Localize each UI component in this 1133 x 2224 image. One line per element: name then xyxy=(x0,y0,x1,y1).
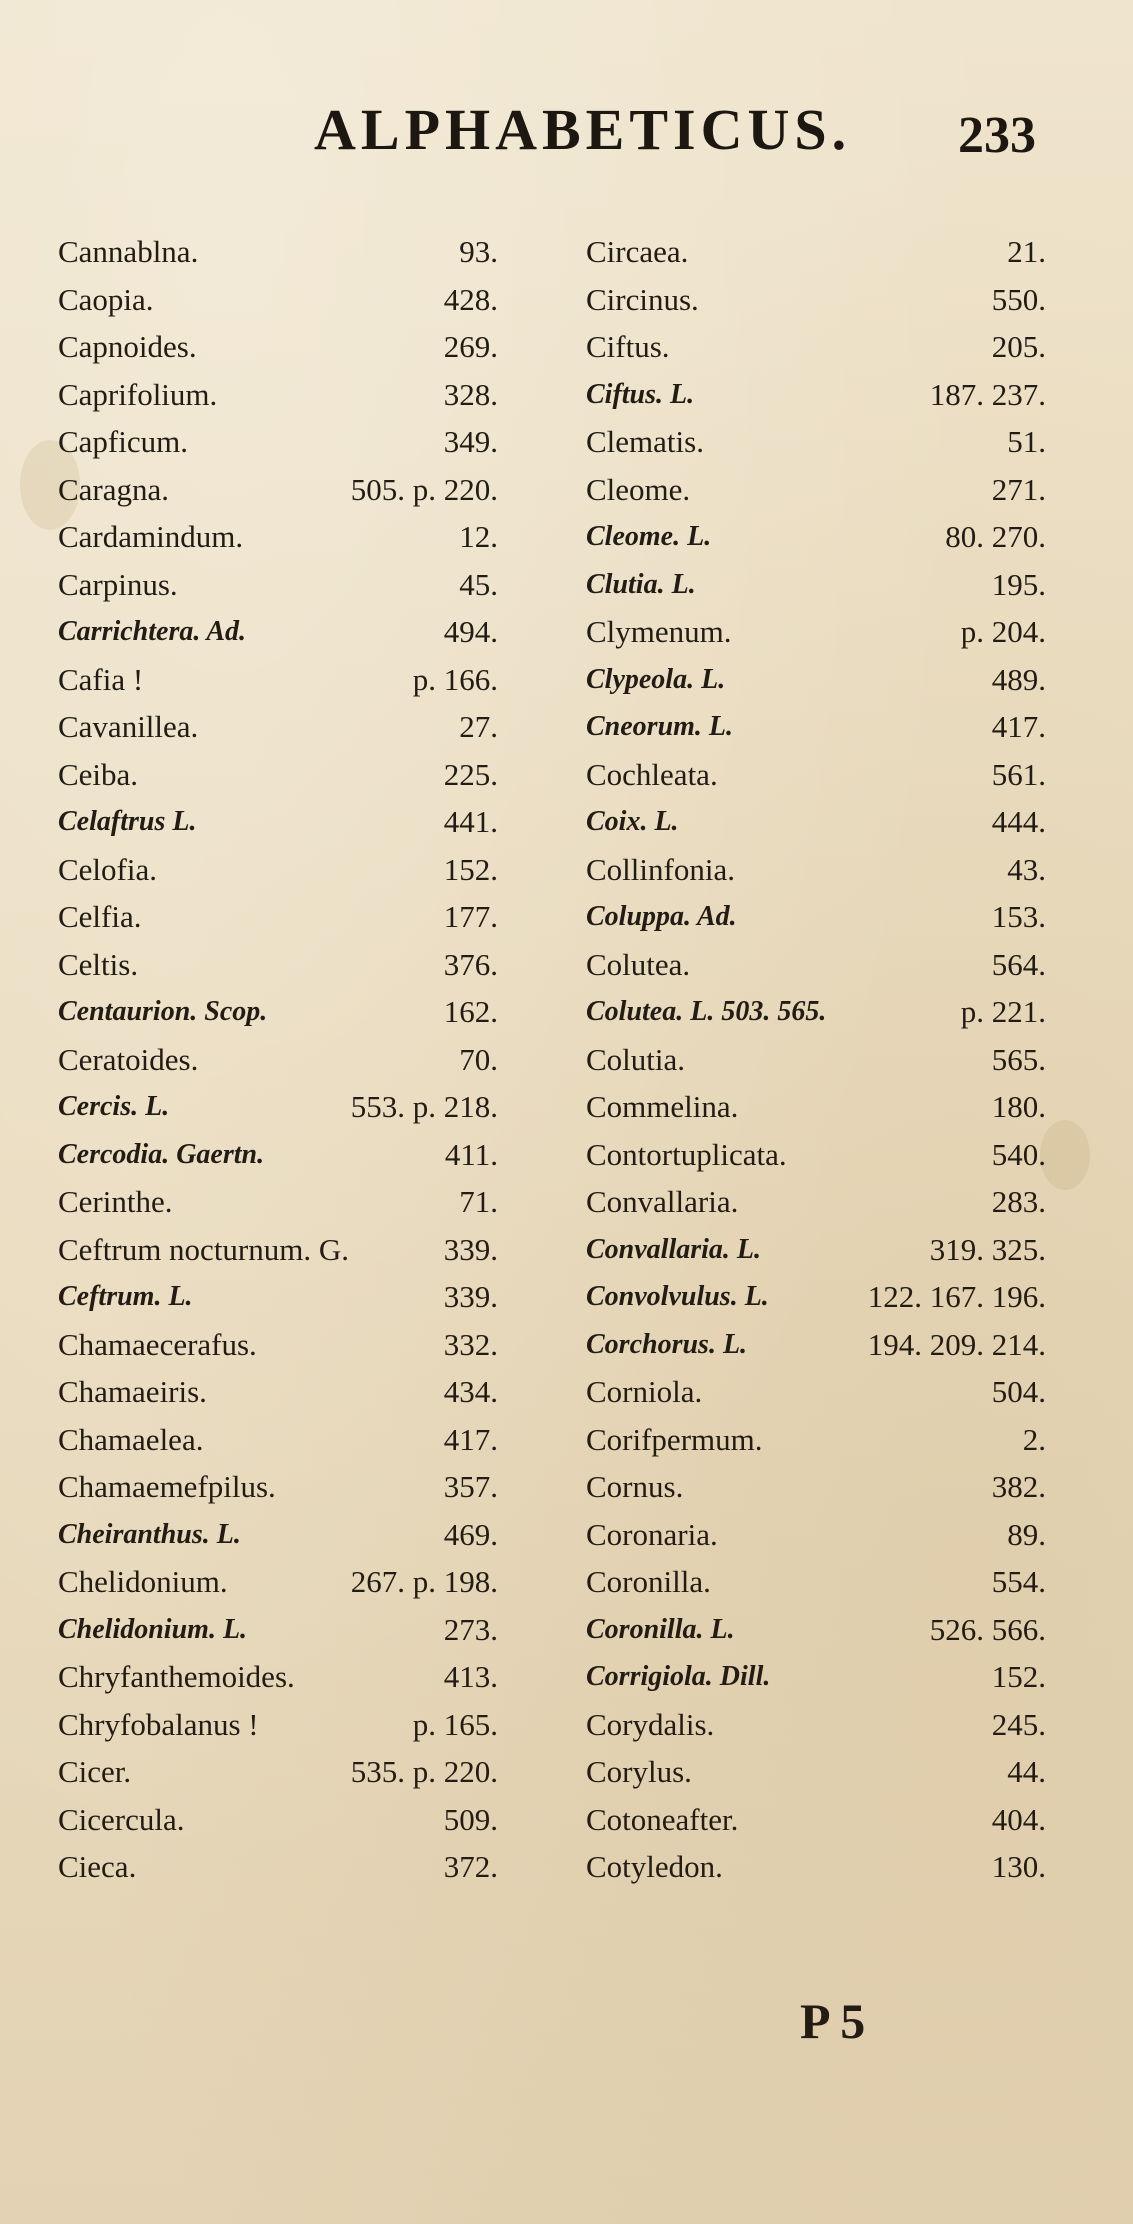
entry-page-ref: 413. xyxy=(443,1659,498,1694)
index-entry xyxy=(586,323,1046,371)
index-entry xyxy=(58,941,498,989)
entry-page-ref: 561. xyxy=(991,756,1046,792)
entry-page-ref: 428. xyxy=(443,281,498,317)
entry-term: Coix. L. xyxy=(586,806,679,837)
entry-page-ref: p. 221. xyxy=(960,994,1046,1029)
entry-term: Cotoneafter. xyxy=(586,1801,739,1837)
entry-term: Capnoides. xyxy=(58,329,197,364)
entry-page-ref: 564. xyxy=(991,946,1046,982)
entry-term: Corifpermum. xyxy=(586,1421,763,1457)
index-entry xyxy=(586,1321,1046,1369)
entry-term: Coronilla. xyxy=(586,1564,711,1599)
index-entry xyxy=(586,1273,1046,1321)
index-entry xyxy=(58,988,498,1036)
index-entry xyxy=(58,1748,498,1796)
signature-mark: P 5 xyxy=(800,1993,866,2049)
entry-page-ref: 565. xyxy=(991,1041,1046,1077)
index-entry xyxy=(586,608,1046,656)
index-entry xyxy=(586,941,1046,989)
entry-page-ref: 535. p. 220. xyxy=(350,1754,498,1789)
entry-page-ref: 177. xyxy=(443,899,498,934)
entry-page-ref: 273. xyxy=(443,1611,498,1647)
entry-page-ref: 372. xyxy=(443,1849,498,1884)
entry-page-ref: p. 166. xyxy=(412,661,498,697)
index-entry xyxy=(58,1558,498,1606)
index-entry xyxy=(58,1083,498,1131)
entry-term: Corydalis. xyxy=(586,1706,715,1742)
entry-term: Cafia ! xyxy=(58,661,144,697)
entry-term: Cicer. xyxy=(58,1754,132,1789)
index-entry xyxy=(586,418,1046,466)
index-entry xyxy=(586,561,1046,609)
index-entry xyxy=(58,1606,498,1654)
entry-page-ref: 51. xyxy=(1007,424,1046,459)
index-entry xyxy=(58,608,498,656)
entry-term: Collinfonia. xyxy=(586,851,735,887)
entry-term: Celfia. xyxy=(58,899,142,934)
entry-term: Corrigiola. Dill. xyxy=(586,1661,771,1692)
entry-page-ref: 43. xyxy=(1007,851,1046,887)
running-title: ALPHABETICUS. xyxy=(314,97,852,162)
index-entry xyxy=(586,1036,1046,1084)
entry-page-ref: 550. xyxy=(991,281,1046,317)
entry-page-ref: 504. xyxy=(991,1374,1046,1409)
entry-term: Caragna. xyxy=(58,471,170,507)
entry-page-ref: 80. 270. xyxy=(945,519,1046,554)
index-entry xyxy=(586,1653,1046,1701)
entry-page-ref: 162. xyxy=(443,994,498,1029)
index-entry xyxy=(58,1036,498,1084)
entry-term: Convallaria. L. xyxy=(586,1233,762,1265)
entry-page-ref: 382. xyxy=(991,1469,1046,1504)
entry-page-ref: 2. xyxy=(1022,1421,1046,1457)
entry-term: Cneorum. L. xyxy=(586,711,734,742)
index-entry xyxy=(586,1463,1046,1511)
index-entry xyxy=(586,1178,1046,1226)
entry-page-ref: 526. 566. xyxy=(929,1611,1046,1647)
entry-term: Chamaelea. xyxy=(58,1421,204,1457)
entry-term: Carrichtera. Ad. xyxy=(58,616,246,647)
index-entry xyxy=(58,1273,498,1321)
entry-page-ref: 494. xyxy=(443,614,498,649)
index-entry xyxy=(58,1511,498,1559)
index-entry xyxy=(586,513,1046,561)
entry-page-ref: 245. xyxy=(991,1706,1046,1742)
index-entry xyxy=(586,1226,1046,1274)
entry-page-ref: 122. 167. 196. xyxy=(867,1279,1046,1314)
entry-term: Cieca. xyxy=(58,1849,137,1884)
entry-term: Ceiba. xyxy=(58,756,139,792)
index-entry xyxy=(58,1796,498,1844)
index-entry xyxy=(586,893,1046,941)
entry-page-ref: 540. xyxy=(991,1136,1046,1172)
entry-term: Chryfanthemoides. xyxy=(58,1659,295,1694)
index-entry xyxy=(586,371,1046,419)
entry-page-ref: 553. p. 218. xyxy=(350,1089,498,1124)
entry-term: Cochleata. xyxy=(586,756,718,792)
entry-page-ref: 444. xyxy=(991,804,1046,839)
index-entry xyxy=(58,1701,498,1749)
index-column-left xyxy=(58,228,498,1891)
entry-page-ref: 505. p. 220. xyxy=(350,471,498,507)
index-entry xyxy=(586,1701,1046,1749)
entry-term: Ciftus. xyxy=(586,329,670,364)
entry-term: Corchorus. L. xyxy=(586,1328,748,1360)
index-entry xyxy=(586,1796,1046,1844)
entry-page-ref: 554. xyxy=(991,1564,1046,1599)
index-entry xyxy=(58,1416,498,1464)
index-entry xyxy=(586,1843,1046,1891)
index-entry xyxy=(586,228,1046,276)
index-entry xyxy=(586,846,1046,894)
entry-page-ref: 187. 237. xyxy=(929,376,1046,412)
index-entry xyxy=(58,466,498,514)
entry-term: Colutea. xyxy=(586,946,691,982)
entry-term: Carpinus. xyxy=(58,566,178,602)
entry-page-ref: 27. xyxy=(459,709,498,744)
index-entry xyxy=(58,561,498,609)
entry-page-ref: 339. xyxy=(443,1231,498,1267)
entry-page-ref: 357. xyxy=(443,1469,498,1504)
entry-term: Cannablna. xyxy=(58,234,199,269)
entry-term: Caopia. xyxy=(58,281,154,317)
index-entry xyxy=(58,846,498,894)
entry-term: Cerinthe. xyxy=(58,1184,173,1219)
entry-term: Cleome. L. xyxy=(586,521,712,552)
entry-page-ref: 349. xyxy=(443,424,498,459)
index-entry xyxy=(586,988,1046,1036)
index-entry xyxy=(58,1131,498,1179)
index-entry xyxy=(586,1083,1046,1131)
entry-page-ref: 441. xyxy=(443,804,498,839)
index-entry xyxy=(586,1558,1046,1606)
entry-page-ref: 152. xyxy=(443,851,498,887)
entry-term: Clutia. L. xyxy=(586,568,696,600)
paper-stain xyxy=(1040,1120,1090,1190)
entry-term: Convolvulus. L. xyxy=(586,1281,769,1312)
entry-page-ref: 417. xyxy=(443,1421,498,1457)
entry-term: Chelidonium. xyxy=(58,1564,228,1599)
entry-page-ref: 411. xyxy=(444,1136,498,1172)
index-entry xyxy=(586,751,1046,799)
entry-term: Cercodia. Gaertn. xyxy=(58,1138,265,1170)
entry-term: Chamaecerafus. xyxy=(58,1326,257,1362)
index-entry xyxy=(58,1463,498,1511)
entry-term: Corniola. xyxy=(586,1374,703,1409)
entry-term: Cleome. xyxy=(586,471,691,507)
entry-page-ref: 44. xyxy=(1007,1754,1046,1789)
entry-page-ref: 21. xyxy=(1007,234,1046,269)
index-entry xyxy=(58,1226,498,1274)
index-entry xyxy=(586,276,1046,324)
entry-term: Ciftus. L. xyxy=(586,378,695,410)
page-number: 233 xyxy=(958,107,1036,164)
entry-page-ref: 469. xyxy=(443,1516,498,1552)
index-column-right xyxy=(586,228,1046,1891)
entry-page-ref: 271. xyxy=(991,471,1046,507)
entry-page-ref: 180. xyxy=(991,1089,1046,1124)
index-entry xyxy=(58,798,498,846)
index-entry xyxy=(586,1368,1046,1416)
entry-term: Coluppa. Ad. xyxy=(586,901,737,932)
entry-term: Centaurion. Scop. xyxy=(58,996,268,1027)
entry-page-ref: 130. xyxy=(991,1849,1046,1884)
index-entry xyxy=(58,656,498,704)
entry-term: Commelina. xyxy=(586,1089,739,1124)
index-entry xyxy=(58,371,498,419)
entry-term: Cheiranthus. L. xyxy=(58,1518,241,1550)
entry-page-ref: 12. xyxy=(459,519,498,554)
entry-page-ref: 71. xyxy=(459,1184,498,1219)
index-entry xyxy=(58,323,498,371)
index-entry xyxy=(58,1178,498,1226)
entry-term: Contortuplicata. xyxy=(586,1136,787,1172)
entry-term: Circinus. xyxy=(586,281,699,317)
entry-term: Circaea. xyxy=(586,234,689,269)
entry-term: Clymenum. xyxy=(586,614,732,649)
entry-page-ref: 417. xyxy=(991,709,1046,744)
entry-page-ref: 332. xyxy=(443,1326,498,1362)
entry-term: Caprifolium. xyxy=(58,376,218,412)
entry-page-ref: 319. 325. xyxy=(929,1231,1046,1267)
entry-term: Celaftrus L. xyxy=(58,806,197,837)
entry-term: Coronilla. L. xyxy=(586,1613,735,1645)
index-entry xyxy=(58,893,498,941)
index-entry xyxy=(58,418,498,466)
entry-term: Colutia. xyxy=(586,1041,686,1077)
entry-page-ref: 269. xyxy=(443,329,498,364)
entry-term: Celofia. xyxy=(58,851,157,887)
entry-term: Clypeola. L. xyxy=(586,663,726,695)
entry-page-ref: p. 165. xyxy=(412,1706,498,1742)
index-entry xyxy=(586,1511,1046,1559)
entry-term: Chamaeiris. xyxy=(58,1374,207,1409)
index-entry xyxy=(58,751,498,799)
entry-term: Coronaria. xyxy=(586,1516,718,1552)
entry-page-ref: 509. xyxy=(443,1801,498,1837)
index-entry xyxy=(58,1321,498,1369)
entry-page-ref: 225. xyxy=(443,756,498,792)
entry-term: Ceftrum. L. xyxy=(58,1281,193,1312)
entry-term: Cotyledon. xyxy=(586,1849,723,1884)
index-entry xyxy=(58,228,498,276)
entry-term: Convallaria. xyxy=(586,1184,739,1219)
entry-term: Capficum. xyxy=(58,424,188,459)
entry-term: Cicercula. xyxy=(58,1801,185,1837)
entry-term: Chryfobalanus ! xyxy=(58,1706,259,1742)
entry-term: Ceratoides. xyxy=(58,1041,199,1077)
entry-page-ref: 194. 209. 214. xyxy=(867,1326,1046,1362)
index-entry xyxy=(586,703,1046,751)
index-entry xyxy=(586,1606,1046,1654)
entry-page-ref: 153. xyxy=(991,899,1046,934)
entry-term: Cavanillea. xyxy=(58,709,199,744)
index-entry xyxy=(58,1368,498,1416)
entry-term: Colutea. L. 503. 565. xyxy=(586,996,827,1027)
entry-page-ref: 376. xyxy=(443,946,498,982)
entry-page-ref: 328. xyxy=(443,376,498,412)
entry-page-ref: 89. xyxy=(1007,1516,1046,1552)
entry-page-ref: 339. xyxy=(443,1279,498,1314)
entry-term: Cardamindum. xyxy=(58,519,244,554)
entry-page-ref: 205. xyxy=(991,329,1046,364)
index-entry xyxy=(58,703,498,751)
entry-page-ref: 93. xyxy=(459,234,498,269)
entry-term: Cornus. xyxy=(586,1469,684,1504)
entry-page-ref: 489. xyxy=(991,661,1046,697)
entry-page-ref: 70. xyxy=(459,1041,498,1077)
entry-page-ref: 283. xyxy=(991,1184,1046,1219)
entry-term: Corylus. xyxy=(586,1754,692,1789)
index-entry xyxy=(586,466,1046,514)
entry-page-ref: 404. xyxy=(991,1801,1046,1837)
index-entry xyxy=(58,513,498,561)
entry-term: Chamaemefpilus. xyxy=(58,1469,276,1504)
entry-page-ref: 434. xyxy=(443,1374,498,1409)
index-entry xyxy=(58,1843,498,1891)
entry-term: Clematis. xyxy=(586,424,704,459)
entry-term: Chelidonium. L. xyxy=(58,1613,248,1645)
entry-page-ref: 267. p. 198. xyxy=(350,1564,498,1599)
index-entry xyxy=(586,656,1046,704)
index-entry xyxy=(58,1653,498,1701)
index-entry xyxy=(586,1416,1046,1464)
index-entry xyxy=(586,798,1046,846)
entry-page-ref: 152. xyxy=(991,1659,1046,1694)
index-entry xyxy=(58,276,498,324)
page-header xyxy=(0,96,1133,176)
index-entry xyxy=(586,1748,1046,1796)
index-entry xyxy=(586,1131,1046,1179)
entry-page-ref: 45. xyxy=(459,566,498,602)
entry-term: Celtis. xyxy=(58,946,139,982)
entry-term: Cercis. L. xyxy=(58,1091,170,1122)
entry-page-ref: 195. xyxy=(991,566,1046,602)
entry-page-ref: p. 204. xyxy=(960,614,1046,649)
entry-term: Ceftrum nocturnum. G. xyxy=(58,1231,350,1267)
